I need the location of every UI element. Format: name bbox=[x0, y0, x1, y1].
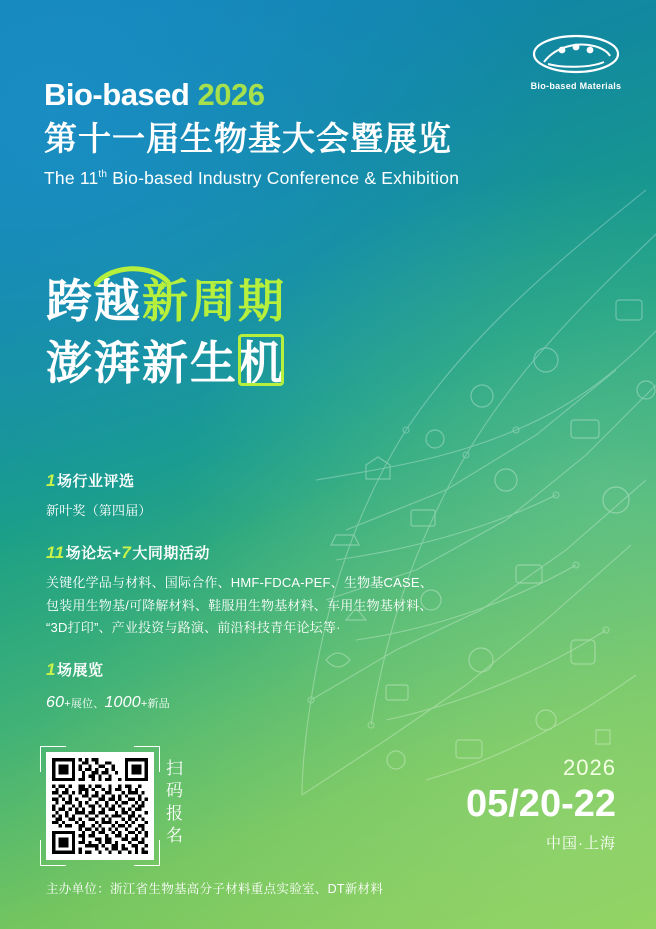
highlight-expo-body bbox=[46, 689, 476, 717]
expo-booths-unit: +展位、 bbox=[64, 698, 105, 711]
event-date-block bbox=[466, 755, 616, 853]
slogan bbox=[46, 270, 286, 394]
highlight-expo-head bbox=[46, 659, 476, 680]
logo-text: Bio-based Materials bbox=[530, 81, 622, 91]
highlight-forum-head bbox=[46, 542, 476, 563]
slogan-line-1b: 新周期 bbox=[142, 274, 286, 328]
header-title-cn: 第十一届生物基大会暨展览 bbox=[44, 120, 452, 158]
header-title-en-post: Bio-based Industry Conference & Exhibition bbox=[107, 168, 460, 189]
slogan-line-2b: 生 bbox=[190, 336, 238, 391]
slogan-line-2a: 澎湃新 bbox=[46, 336, 190, 391]
logo bbox=[524, 34, 628, 96]
slogan-line-1a: 跨越 bbox=[46, 274, 142, 328]
qr-frame-icon bbox=[40, 746, 160, 866]
expo-products-count: 1000 bbox=[104, 694, 141, 712]
highlights bbox=[46, 470, 476, 737]
header-title-en bbox=[44, 168, 459, 189]
highlight-forum-head-rest2: 大同期活动 bbox=[132, 545, 210, 563]
highlight-forum-head-rest: 场论坛+ bbox=[65, 545, 122, 563]
highlight-forum-line-1: 关键化学品与材料、国际合作、HMF-FDCA-PEF、生物基CASE、 bbox=[46, 575, 433, 591]
highlight-forum-num: 11 bbox=[46, 543, 65, 563]
slogan-line-2c: 机 bbox=[238, 336, 286, 391]
highlight-award-head-rest: 场行业评选 bbox=[56, 473, 135, 490]
slogan-arc-icon bbox=[94, 262, 172, 288]
header-brand: Bio-based bbox=[44, 77, 190, 112]
highlight-forum-line-2: 包装用生物基/可降解材料、鞋服用生物基材料、车用生物基材料、 bbox=[46, 597, 433, 613]
qr-label: 扫码报名 bbox=[166, 759, 184, 846]
highlight-award-body: 新叶奖（第四届） bbox=[46, 503, 152, 518]
slogan-highlight-box bbox=[238, 334, 284, 386]
highlight-award-head bbox=[46, 470, 476, 491]
event-date: 05/20-22 bbox=[465, 783, 616, 825]
highlight-expo-head-rest: 场展览 bbox=[56, 662, 104, 680]
qr-section bbox=[46, 752, 184, 860]
expo-booths-count: 60 bbox=[46, 694, 65, 712]
highlight-forum-line-3: “3D打印”、产业投资与路演、前沿科技青年论坛等· bbox=[46, 620, 341, 636]
highlight-expo-num: 1 bbox=[46, 660, 56, 680]
highlight-forum-num2: 7 bbox=[121, 543, 132, 563]
header-title-en-sup: th bbox=[98, 169, 108, 181]
bio-based-materials-logo-icon bbox=[532, 34, 620, 74]
highlight-award-num: 1 bbox=[46, 471, 56, 490]
header-title-en-pre: The 11 bbox=[44, 168, 99, 189]
header bbox=[44, 78, 459, 189]
event-year: 2026 bbox=[563, 755, 616, 780]
expo-products-unit: +新品 bbox=[140, 698, 170, 711]
organizer-footer: 主办单位：浙江省生物基高分子材料重点实验室、DT新材料 bbox=[46, 882, 384, 896]
event-city: 中国·上海 bbox=[546, 835, 616, 852]
header-brand-line bbox=[44, 78, 459, 112]
highlight-forum-body bbox=[46, 572, 476, 639]
header-year: 2026 bbox=[197, 77, 265, 112]
